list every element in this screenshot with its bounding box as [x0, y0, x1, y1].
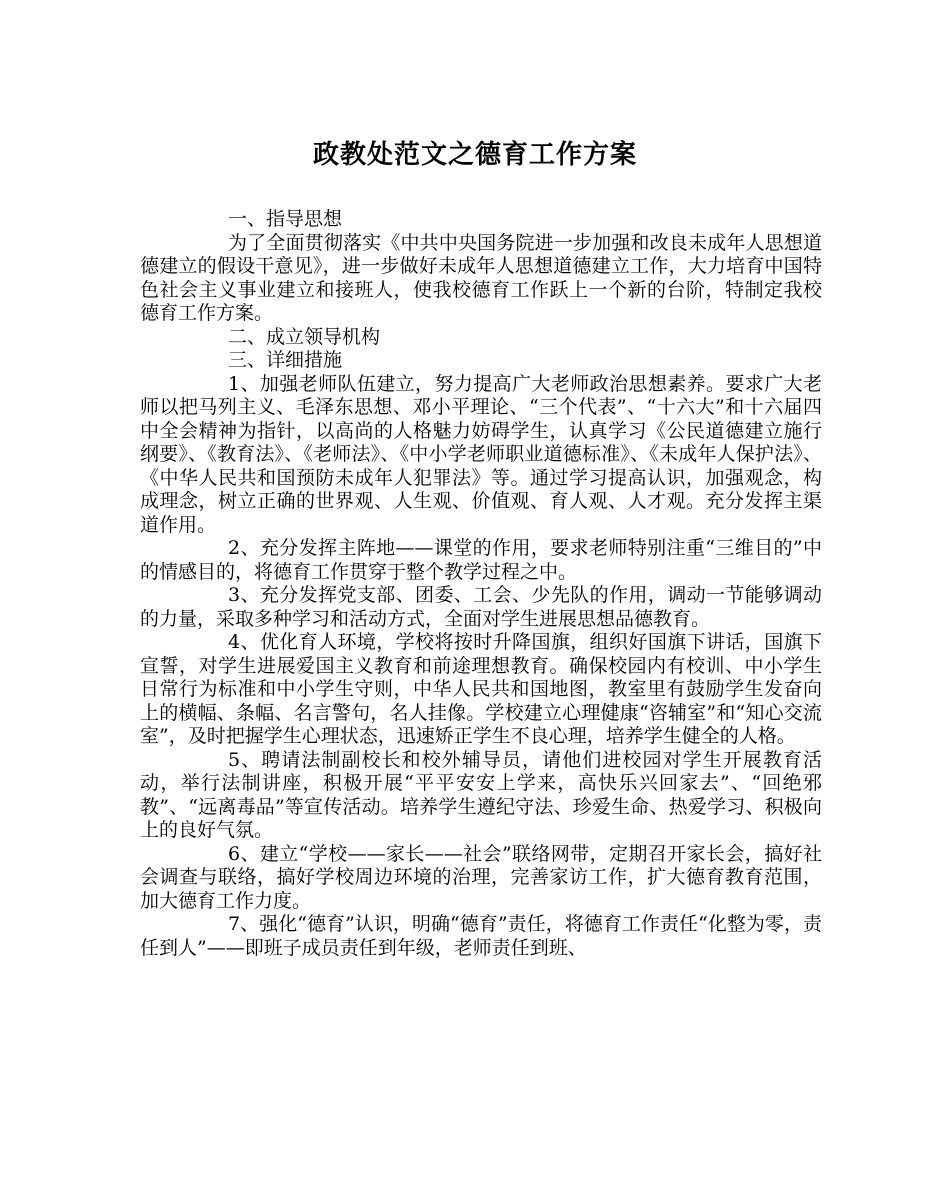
document-body	[140, 208, 822, 960]
section-heading-leadership: 二、成立领导机构	[228, 325, 381, 348]
measure-item-6: 6、建立“学校——家长——社会”联络网带，定期召开家长会，搞好社会调查与联络，搞好学校周边环境的治理，完善家访工作，扩大德育教育范围，加大德育工作力度。	[140, 842, 822, 912]
document-title: 政教处范文之德育工作方案	[312, 140, 637, 170]
measure-item-2: 2、充分发挥主阵地——课堂的作用，要求老师特别注重“三维目的”中的情感目的，将德育工作贯穿于整个教学过程之中。	[140, 537, 822, 583]
section-heading-guiding-thought: 一、指导思想	[228, 208, 343, 230]
measure-item-7: 7、强化“德育”认识，明确“德育”责任，将德育工作责任“化整为零，责任到人”——即班子成员责任到年级，老师责任到班、	[140, 913, 822, 959]
measure-item-1: 1、加强老师队伍建立，努力提高广大老师政治思想素养。要求广大老师以把马列主义、毛泽东思想、邓小平理论、“三个代表”、“十六大”和十六届四中全会精神为指针，以高尚的人格魅力妨碍学生，认真学习《公民道德建立施行纲要》、《教育法》、《老师法》、《中小学老师职业道德标准》、《未成年人保护法》、《中华人民共和国预防未成年人犯罪法》等。通过学习提高认识，加强观念，构成理念，树立正确的世界观、人生观、价值观、育人观、人才观。充分发挥主渠道作用。	[140, 372, 822, 536]
measure-item-5: 5、聘请法制副校长和校外辅导员，请他们进校园对学生开展教育活动，举行法制讲座，积极开展“平平安安上学来，高快乐兴回家去”、“回绝邪教”、“远离毒品”等宣传活动。培养学生遵纪守法、珍爱生命、热爱学习、积极向上的良好气氛。	[140, 748, 822, 841]
measure-item-4: 4、优化育人环境，学校将按时升降国旗，组织好国旗下讲话，国旗下宣誓，对学生进展爱国主义教育和前途理想教育。确保校园内有校训、中小学生日常行为标准和中小学生守则，中华人民共和国地图，教室里有鼓励学生发奋向上的横幅、条幅、名言警句，名人挂像。学校建立心理健康“咨辅室”和“知心交流室”，及时把握学生心理状态，迅速矫正学生不良心理，培养学生健全的人格。	[140, 631, 822, 747]
paragraph-intro: 为了全面贯彻落实《中共中央国务院进一步加强和改良未成年人思想道德建立的假设干意见》，进一步做好未成年人思想道德建立工作，大力培育中国特色社会主义事业建立和接班人，使我校德育工作跃上一个新的台阶，特制定我校德育工作方案。	[140, 231, 822, 324]
measure-item-3: 3、充分发挥党支部、团委、工会、少先队的作用，调动一节能够调动的力量，采取多种学习和活动方式，全面对学生进展思想品德教育。	[140, 584, 822, 630]
section-heading-measures: 三、详细措施	[228, 349, 343, 371]
